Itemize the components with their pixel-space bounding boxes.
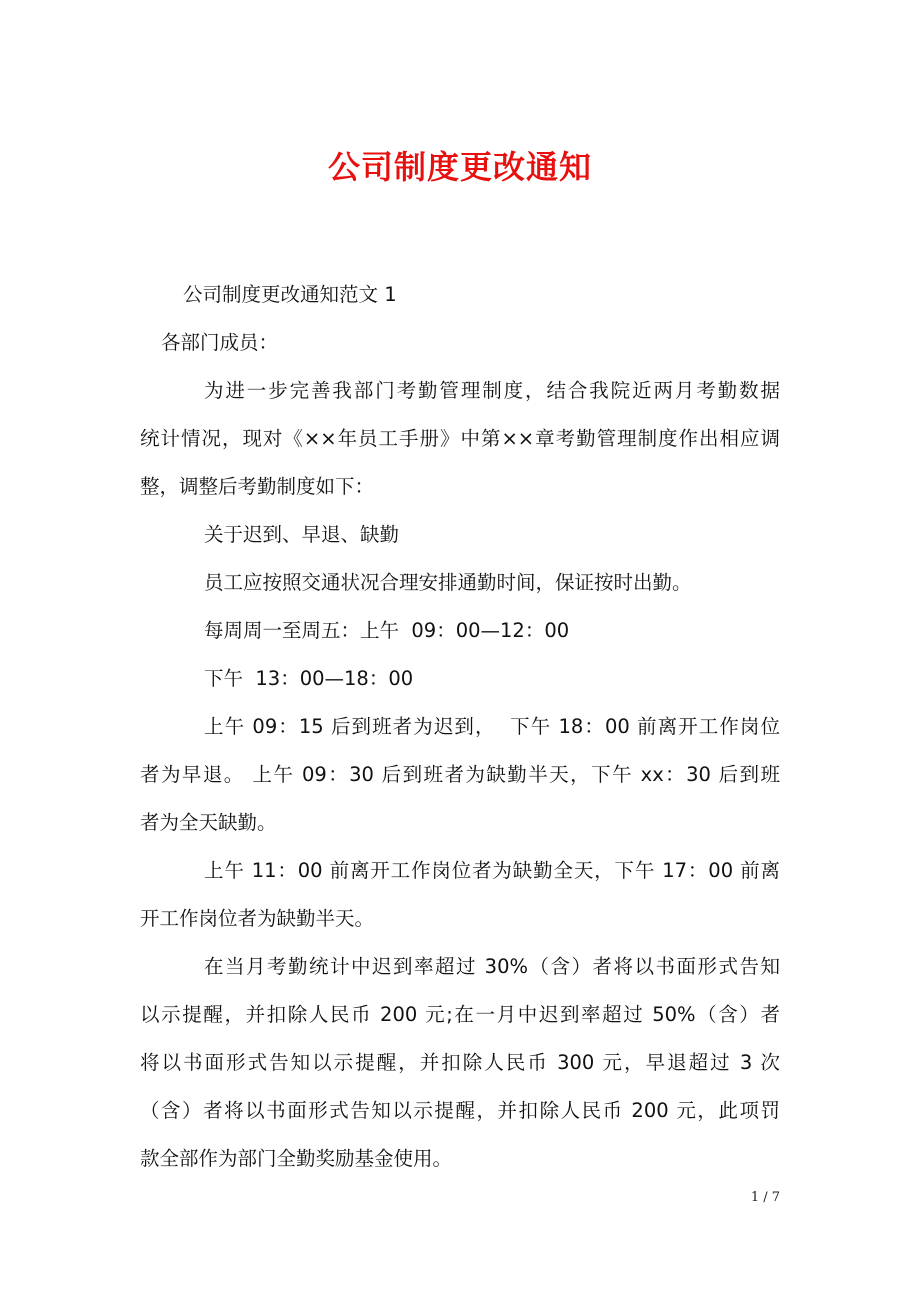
paragraph1-line3: 整，调整后考勤制度如下： [140, 475, 375, 498]
paragraph3-line2: 开工作岗位者为缺勤半天。 [140, 907, 375, 930]
paragraph4-line1: 在当月考勤统计中迟到率超过 30%（含）者将以书面形式告知 [204, 955, 780, 978]
paragraph2-line2: 者为早退。 上午 09：30 后到班者为缺勤半天，下午 xx：30 后到班 [140, 763, 780, 786]
paragraph4-line2: 以示提醒，并扣除人民币 200 元;在一月中迟到率超过 50%（含）者 [140, 1003, 780, 1026]
paragraph4-line4: （含）者将以书面形式告知以示提醒，并扣除人民币 200 元，此项罚 [140, 1099, 780, 1122]
schedule-afternoon: 下午 13：00—18：00 [204, 667, 414, 690]
paragraph3-line1: 上午 11：00 前离开工作岗位者为缺勤全天，下午 17：00 前离 [204, 859, 780, 882]
paragraph2-line1: 上午 09：15 后到班者为迟到， 下午 18：00 前离开工作岗位 [204, 715, 780, 738]
page-number: 1 / 7 [750, 1190, 780, 1205]
paragraph4-line5: 款全部作为部门全勤奖励基金使用。 [140, 1147, 453, 1170]
paragraph1-line2: 统计情况，现对《××年员工手册》中第××章考勤管理制度作出相应调 [140, 427, 780, 450]
paragraph4-line3: 将以书面形式告知以示提醒，并扣除人民币 300 元，早退超过 3 次 [140, 1051, 780, 1074]
paragraph2-line3: 者为全天缺勤。 [140, 811, 277, 834]
subtitle: 公司制度更改通知范文 1 [183, 283, 397, 306]
paragraph1-line1: 为进一步完善我部门考勤管理制度，结合我院近两月考勤数据 [204, 379, 780, 402]
schedule-morning: 每周周一至周五：上午 09：00—12：00 [204, 619, 570, 642]
salutation: 各部门成员： [161, 331, 279, 354]
commute-line: 员工应按照交通状况合理安排通勤时间，保证按时出勤。 [204, 571, 692, 594]
document-title: 公司制度更改通知 [327, 148, 592, 186]
section-heading: 关于迟到、早退、缺勤 [204, 523, 400, 546]
